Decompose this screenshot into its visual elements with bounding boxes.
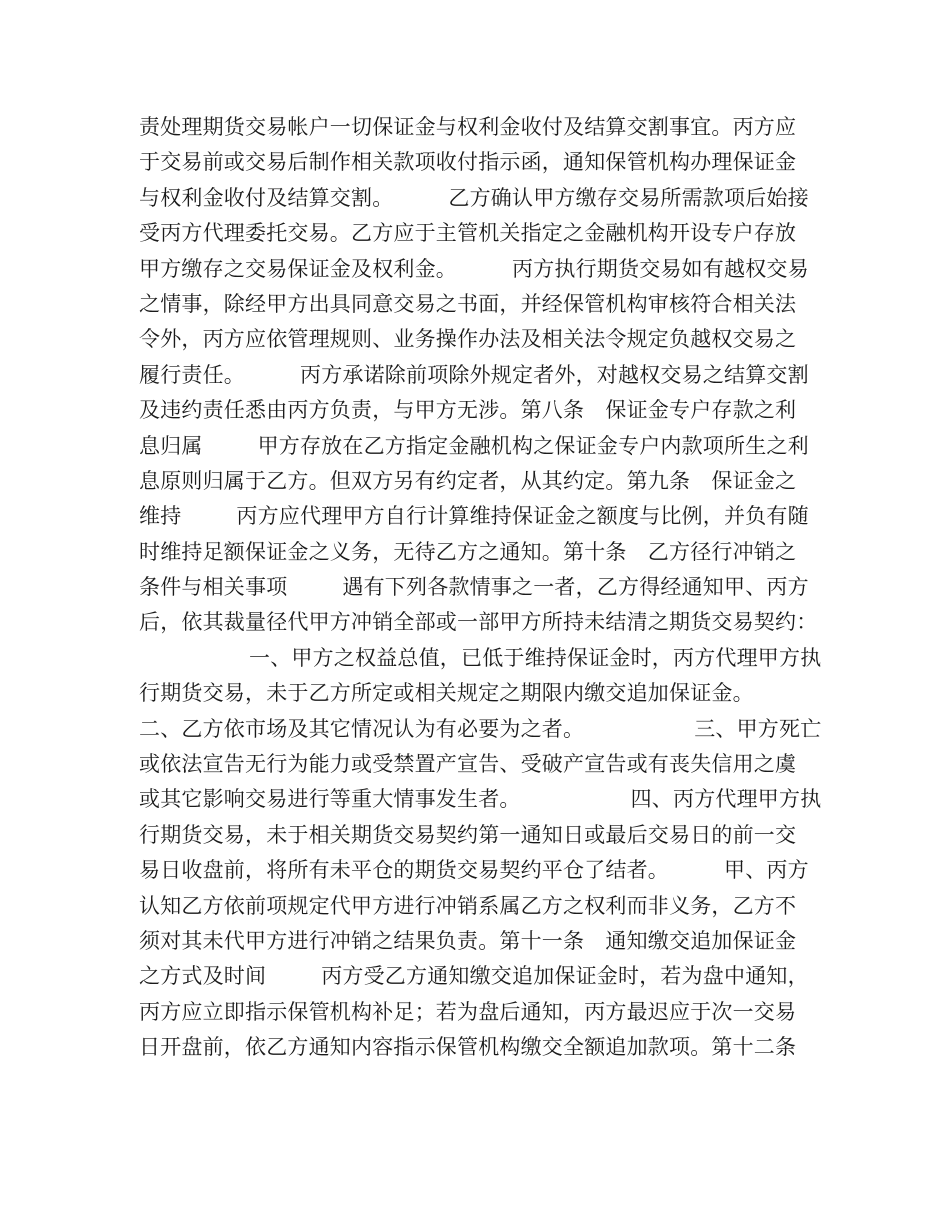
text-line: 受丙方代理委托交易。乙方应于主管机关指定之金融机构开设专户存放 <box>139 221 797 246</box>
text-line: 后，依其裁量径代甲方冲销全部或一部甲方所持未结清之期货交易契约： <box>139 610 818 635</box>
text-line: 之情事，除经甲方出具同意交易之书面，并经保管机构审核符合相关法 <box>139 291 797 316</box>
text-line: 丙方应立即指示保管机构补足；若为盘后通知，丙方最迟应于次一交易 <box>139 999 797 1024</box>
text-line: 息原则归属于乙方。但双方另有约定者，从其约定。第九条 保证金之 <box>139 468 797 493</box>
text-line: 易日收盘前，将所有未平仓的期货交易契约平仓了结者。 甲、丙方 <box>139 858 809 883</box>
text-line: 认知乙方依前项规定代甲方进行冲销系属乙方之权利而非义务，乙方不 <box>139 893 797 918</box>
text-line: 履行责任。 丙方承诺除前项除外规定者外，对越权交易之结算交割 <box>139 362 809 387</box>
text-line: 息归属 甲方存放在乙方指定金融机构之保证金专户内款项所生之利 <box>139 433 809 458</box>
document-body <box>139 110 829 1066</box>
text-line: 于交易前或交易后制作相关款项收付指示函，通知保管机构办理保证金 <box>139 150 797 175</box>
text-line: 行期货交易，未于相关期货交易契约第一通知日或最后交易日的前一交 <box>139 822 797 847</box>
text-line: 维持 丙方应代理甲方自行计算维持保证金之额度与比例，并负有随 <box>139 504 809 529</box>
text-line: 甲方缴存之交易保证金及权利金。 丙方执行期货交易如有越权交易 <box>139 256 809 281</box>
text-line: 须对其未代甲方进行冲销之结果负责。第十一条 通知缴交追加保证金 <box>139 928 797 953</box>
text-line: 责处理期货交易帐户一切保证金与权利金收付及结算交割事宜。丙方应 <box>139 115 797 139</box>
text-line: 令外，丙方应依管理规则、业务操作办法及相关法令规定负越权交易之 <box>139 327 797 352</box>
text-line: 一、甲方之权益总值，已低于维持保证金时，丙方代理甲方执 <box>139 645 822 670</box>
text-line: 日开盘前，依乙方通知内容指示保管机构缴交全额追加款项。第十二条 <box>139 1035 797 1060</box>
text-line: 行期货交易，未于乙方所定或相关规定之期限内缴交追加保证金。 <box>139 681 754 706</box>
text-line: 及违约责任悉由丙方负责，与甲方无涉。第八条 保证金专户存款之利 <box>139 398 797 423</box>
text-line: 或其它影响交易进行等重大情事发生者。 四、丙方代理甲方执 <box>139 787 822 812</box>
text-line: 二、乙方依市场及其它情况认为有必要为之者。 三、甲方死亡 <box>139 716 822 741</box>
text-line: 与权利金收付及结算交割。 乙方确认甲方缴存交易所需款项后始接 <box>139 185 809 210</box>
text-line: 条件与相关事项 遇有下列各款情事之一者，乙方得经通知甲、丙方 <box>139 575 809 600</box>
text-line: 或依法宣告无行为能力或受禁置产宣告、受破产宣告或有丧失信用之虞 <box>139 752 797 777</box>
text-line: 之方式及时间 丙方受乙方通知缴交追加保证金时，若为盘中通知， <box>139 964 809 989</box>
text-line: 时维持足额保证金之义务，无待乙方之通知。第十条 乙方径行冲销之 <box>139 539 797 564</box>
